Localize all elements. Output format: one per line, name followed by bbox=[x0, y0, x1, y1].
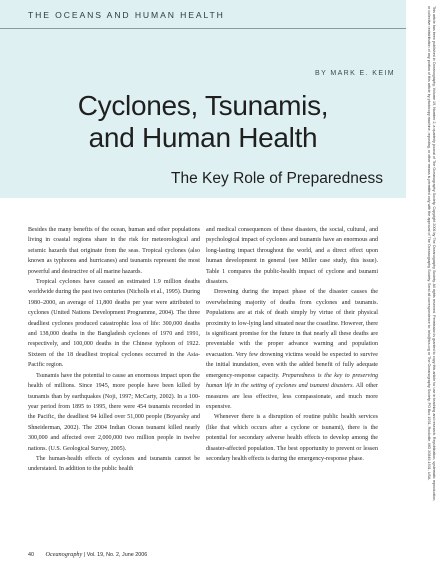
paragraph: The human-health effects of cyclones and tsunamis cannot be understated. In addition to the public health bbox=[28, 455, 200, 473]
body-column-right bbox=[206, 225, 378, 464]
issue-info: Vol. 19, No. 2, June 2006 bbox=[86, 552, 148, 558]
paragraph-text: All other measures are less effective, less compassionate, and much more expensive. bbox=[206, 383, 379, 410]
paragraph bbox=[206, 287, 378, 412]
paragraph: Besides the many benefits of the ocean, human and other populations living in coastal regions share in the risk for meteorological and seismic hazards that originate from the seas. Tropical cyclones (also known as typhoons and hurricanes) and tsunamis represent the most powerful and destructive of all marine hazards. bbox=[28, 227, 200, 275]
paragraph-text: Drowning during the impact phase of the disaster causes the overwhelming majority of deaths from cyclones and tsunamis. Populations are at risk of death simply by virtue of their physical proximity to low-lying land situated near the coastline. However, there is significant promise for the future in that nearly all these deaths are preventable with the proper advance warning and population evacuation. Very few drowning victims would be expected to survive the initial inundation, even with the added benefit of fully adequate emergency-response capacity. bbox=[206, 289, 378, 379]
page-number: 40 bbox=[28, 552, 34, 558]
paragraph: Tsunamis have the potential to cause an enormous impact upon the health of millions. Since 1945, more people have been killed by tsunamis than by earthquakes (Noji, 1997; McCarty, 2002). In a 100-year period from 1895 to 1995, there were 454 tsunamis recorded in the Pacific, the deadliest 94 killed over 51,000 people (Boyarsky and Shneiderman, 2002). The 2004 Indian Ocean tsunami killed nearly 300,000 and affected over 2,000,000 two million people in twelve nations. (U.S. Geological Survey, 2005). bbox=[28, 372, 200, 452]
article-subtitle: The Key Role of Preparedness bbox=[171, 170, 383, 187]
page-footer bbox=[28, 551, 147, 558]
title-line-2: and Human Health bbox=[88, 122, 318, 153]
paragraph: Whenever there is a disruption of routine public health services (like that which occurs after a cyclone or tsunami), there is the potential for secondary adverse health effects to develop among the disaster-affected population. The best opportunity to prevent or lessen secondary health effects is during the emergency-response phase. bbox=[206, 414, 378, 462]
title-line-1: Cyclones, Tsunamis, bbox=[77, 90, 329, 121]
article-title bbox=[0, 90, 406, 154]
copyright-line: This article has been published in Oceanography, Volume 19, Number 2, a quarterly journal of The Oceanography Society. Copyright 2006 by The Oceanography Society. All rights reserved. Permission is granted to copy this article for use in teaching and research. Republication, systematic reproduction, bbox=[432, 6, 436, 502]
emphasized-text: Preparedness is the key to preserving human life in the setting of cyclones and tsunami disasters. bbox=[206, 372, 378, 390]
paragraph: and medical consequences of these disasters, the social, cultural, and psychological impact of cyclones and tsunamis have an enormous and long-lasting impact throughout the world, and a direct effect upon human development in general (see Miller case study, this issue). Table 1 compares the public-health impact of cyclone and tsunami disasters. bbox=[206, 227, 378, 286]
footer-separator: | bbox=[83, 552, 87, 558]
section-label: THE OCEANS AND HUMAN HEALTH bbox=[28, 10, 225, 20]
header-divider bbox=[0, 28, 406, 29]
copyright-line: or collective redistribution of any portion of this article by photocopy machine, reposting, or other means is permitted only with the approval of The Oceanography Society. Send all correspondence to: info@tos.org or The Oceanography Society, PO Box 1931, Rockville, MD 20849-1931, USA. bbox=[427, 6, 431, 481]
copyright-notice bbox=[412, 6, 436, 546]
paragraph: Tropical cyclones have caused an estimated 1.9 million deaths worldwide during the past two centuries (Nicholls et al., 1995). During 1980–2000, an average of 11,800 deaths per year were attributed to cyclones (United Nations Development Programme, 2004). The three deadliest cyclones produced catastrophic loss of life: 300,000 deaths and 138,000 deaths in the Bangladesh cyclones of 1970 and 1991, respectively, and 100,000 deaths in the Chinese typhoon of 1922. Sixteen of the 18 deadliest tropical cyclones occurred in the Asia-Pacific region. bbox=[28, 279, 200, 369]
author-byline: BY MARK E. KEIM bbox=[315, 70, 395, 77]
journal-name: Oceanography bbox=[45, 551, 83, 558]
body-column-left bbox=[28, 225, 200, 475]
